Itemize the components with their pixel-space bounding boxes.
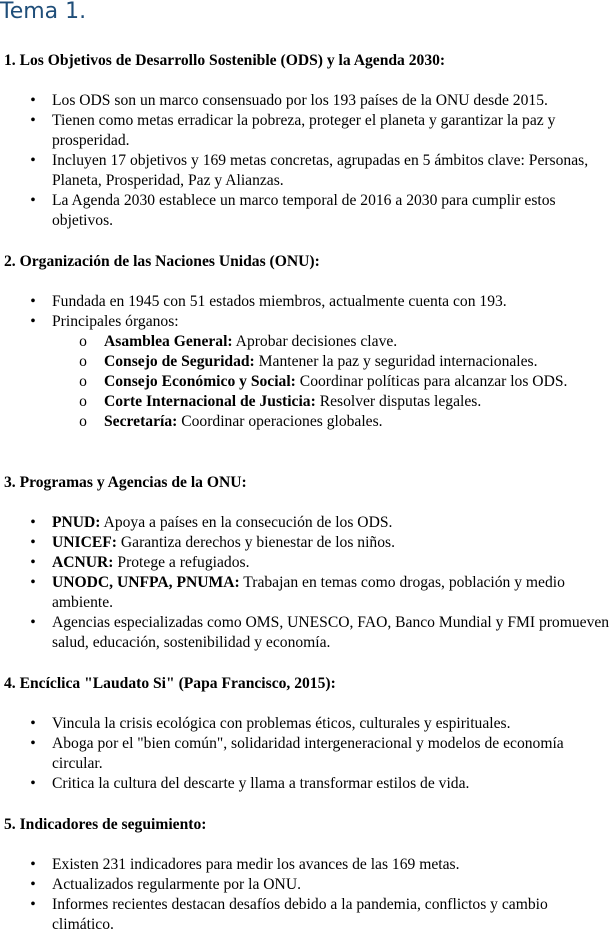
section-laudato-si: [0, 674, 615, 794]
sub-list-item: [0, 372, 613, 392]
list-item: [0, 151, 615, 191]
bullet-list: [0, 292, 615, 432]
list-item-text: Garantiza derechos y bienestar de los niños.: [116, 534, 395, 551]
list-item: [0, 513, 615, 533]
bullet-list: [0, 855, 615, 935]
list-item-text: Existen 231 indicadores para medir los avances de las 169 metas.: [52, 856, 460, 873]
section-programas-agencias: [0, 473, 615, 653]
bullet-icon: •: [30, 856, 36, 873]
sub-item-text: Aprobar decisiones clave.: [232, 333, 398, 350]
bullet-icon: •: [30, 92, 36, 109]
section-heading: 3. Programas y Agencias de la ONU:: [4, 474, 247, 491]
list-item: [0, 734, 615, 774]
section-heading: 1. Los Objetivos de Desarrollo Sostenible (ODS) y la Agenda 2030:: [4, 52, 446, 69]
list-item: [0, 895, 615, 935]
sub-item-text: Resolver disputas legales.: [315, 393, 482, 410]
list-item-text: Critica la cultura del descarte y llama a transformar estilos de vida.: [52, 775, 470, 792]
circle-bullet-icon: o: [79, 333, 87, 350]
list-item-text: Agencias especializadas como OMS, UNESCO, FAO, Banco Mundial y FMI promueven salud, educación, sostenibilidad y economía.: [52, 614, 610, 651]
circle-bullet-icon: o: [79, 353, 87, 370]
section-ods-agenda-2030: [0, 51, 615, 231]
bullet-icon: •: [30, 514, 36, 531]
bullet-icon: •: [30, 293, 36, 310]
bullet-icon: •: [30, 614, 36, 631]
section-indicadores: [0, 815, 615, 935]
bullet-icon: •: [30, 152, 36, 169]
section-onu: [0, 252, 615, 432]
list-item: [0, 312, 615, 432]
sub-item-label: Corte Internacional de Justicia:: [104, 393, 316, 410]
bullet-icon: •: [30, 775, 36, 792]
list-item-label: UNICEF:: [52, 534, 117, 551]
sub-item-label: Consejo de Seguridad:: [104, 353, 255, 370]
section-heading: 4. Encíclica "Laudato Si" (Papa Francisco, 2015):: [4, 675, 336, 692]
bullet-icon: •: [30, 715, 36, 732]
sub-list-item: [0, 412, 613, 432]
list-item-text: Vincula la crisis ecológica con problemas éticos, culturales y espirituales.: [52, 715, 511, 732]
list-item-text: Actualizados regularmente por la ONU.: [52, 876, 301, 893]
bullet-icon: •: [30, 896, 36, 913]
list-item-text: Los ODS son un marco consensuado por los 193 países de la ONU desde 2015.: [52, 92, 548, 109]
section-heading: 2. Organización de las Naciones Unidas (ONU):: [4, 253, 320, 270]
bullet-icon: •: [30, 192, 36, 209]
list-item: [0, 774, 615, 794]
bullet-list: [0, 714, 615, 794]
sub-list-item: [0, 352, 613, 372]
list-item-label: ACNUR:: [52, 554, 114, 571]
list-item: [0, 613, 615, 653]
list-item-text: La Agenda 2030 establece un marco temporal de 2016 a 2030 para cumplir estos objetivos.: [52, 192, 556, 229]
list-item-text: Apoya a países en la consecución de los ODS.: [100, 514, 393, 531]
list-item: [0, 533, 615, 553]
list-item-text: Protege a refugiados.: [113, 554, 250, 571]
circle-bullet-icon: o: [79, 373, 87, 390]
list-item-text: Trabajan en temas como drogas, población y medio ambiente.: [52, 574, 565, 611]
list-item-label: UNODC, UNFPA, PNUMA:: [52, 574, 240, 591]
sub-item-text: Mantener la paz y seguridad internacionales.: [254, 353, 538, 370]
list-item-text: Principales órganos:: [52, 313, 179, 330]
list-item-text: Incluyen 17 objetivos y 169 metas concretas, agrupadas en 5 ámbitos clave: Personas, Planeta, Prosperidad, Paz y Alianzas.: [52, 152, 589, 189]
list-item: [0, 573, 615, 613]
list-item: [0, 855, 615, 875]
bullet-icon: •: [30, 112, 36, 129]
sub-item-text: Coordinar políticas para alcanzar los ODS.: [295, 373, 568, 390]
document-title: Tema 1.: [0, 0, 87, 24]
bullet-icon: •: [30, 313, 36, 330]
bullet-list: [0, 513, 615, 653]
sub-item-label: Secretaría:: [104, 413, 178, 430]
bullet-icon: •: [30, 735, 36, 752]
list-item: [0, 875, 615, 895]
bullet-icon: •: [30, 554, 36, 571]
bullet-list: [0, 91, 615, 231]
list-item-text: Fundada en 1945 con 51 estados miembros, actualmente cuenta con 193.: [52, 293, 507, 310]
section-heading: 5. Indicadores de seguimiento:: [4, 816, 207, 833]
sub-bullet-list: [52, 332, 613, 432]
sub-list-item: [0, 332, 613, 352]
bullet-icon: •: [30, 876, 36, 893]
list-item: [0, 91, 615, 111]
list-item: [0, 191, 615, 231]
list-item-text: Tienen como metas erradicar la pobreza, proteger el planeta y garantizar la paz y prosperidad.: [52, 112, 556, 149]
list-item-text: Aboga por el "bien común", solidaridad intergeneracional y modelos de economía circular.: [52, 735, 564, 772]
list-item-text: Informes recientes destacan desafíos debido a la pandemia, conflictos y cambio climático.: [52, 896, 548, 933]
circle-bullet-icon: o: [79, 413, 87, 430]
list-item: [0, 292, 615, 312]
list-item-label: PNUD:: [52, 514, 101, 531]
list-item: [0, 111, 615, 151]
circle-bullet-icon: o: [79, 393, 87, 410]
list-item: [0, 714, 615, 734]
bullet-icon: •: [30, 534, 36, 551]
bullet-icon: •: [30, 574, 36, 591]
sub-item-label: Asamblea General:: [104, 333, 233, 350]
sub-list-item: [0, 392, 613, 412]
sub-item-label: Consejo Económico y Social:: [104, 373, 296, 390]
sub-item-text: Coordinar operaciones globales.: [177, 413, 383, 430]
list-item: [0, 553, 615, 573]
